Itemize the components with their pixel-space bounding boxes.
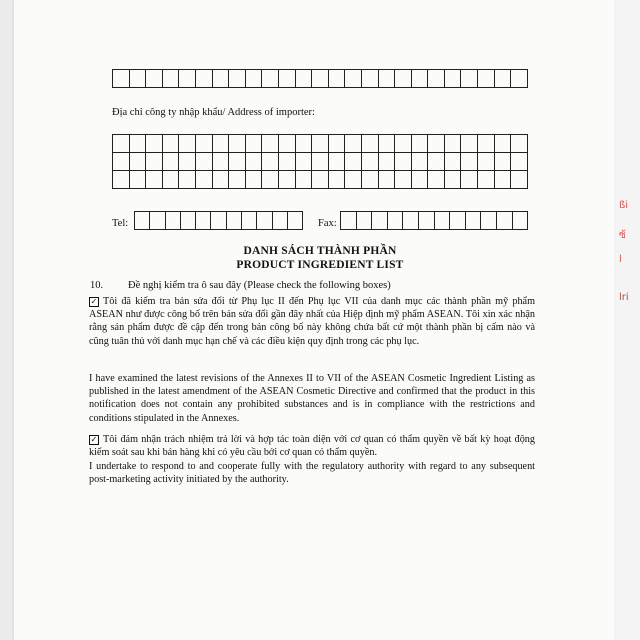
grid-cell[interactable] [379,70,396,88]
declaration-2-vietnamese [89,433,535,459]
grid-cell[interactable] [511,171,528,189]
grid-cell[interactable] [362,153,379,171]
grid-cell[interactable] [341,212,357,230]
fax-label: Fax: [318,218,337,229]
grid-cell[interactable] [412,171,429,189]
item-number: 10. [90,280,104,291]
grid-cell[interactable] [246,135,263,153]
heading-english: PRODUCT INGREDIENT LIST [236,259,404,271]
grid-cell[interactable] [428,171,445,189]
grid-cell[interactable] [113,70,130,88]
item-instruction: Đề nghị kiểm tra ô sau đây (Please check the following boxes) [128,280,391,291]
grid-cell[interactable] [246,70,263,88]
grid-cell[interactable] [296,135,313,153]
grid-cell[interactable] [179,135,196,153]
grid-cell[interactable] [329,135,346,153]
margin-mark: lri [619,292,629,303]
grid-cell[interactable] [296,70,313,88]
grid-cell[interactable] [213,153,230,171]
grid-cell[interactable] [495,135,512,153]
grid-cell[interactable] [166,212,181,230]
grid-cell[interactable] [345,135,362,153]
grid-cell[interactable] [163,70,180,88]
grid-cell[interactable] [196,70,213,88]
grid-cell[interactable] [478,153,495,171]
grid-cell[interactable] [196,153,213,171]
grid-cell[interactable] [478,171,495,189]
grid-cell[interactable] [163,135,180,153]
grid-cell[interactable] [357,212,373,230]
grid-cell[interactable] [196,212,211,230]
grid-cell[interactable] [403,212,419,230]
grid-cell[interactable] [495,171,512,189]
grid-cell[interactable] [495,153,512,171]
grid-cell[interactable] [229,135,246,153]
grid-cell[interactable] [279,153,296,171]
grid-cell[interactable] [229,171,246,189]
grid-cell[interactable] [150,212,165,230]
grid-cell[interactable] [312,153,329,171]
grid-cell[interactable] [279,171,296,189]
grid-cell[interactable] [146,135,163,153]
grid-cell[interactable] [146,171,163,189]
grid-cell[interactable] [196,135,213,153]
grid-cell[interactable] [445,135,462,153]
grid-cell[interactable] [428,70,445,88]
importer-address-label: Địa chỉ công ty nhập khẩu/ Address of importer: [112,107,315,118]
grid-cell[interactable] [279,70,296,88]
grid-cell[interactable] [372,212,388,230]
grid-cell[interactable] [395,135,412,153]
grid-cell[interactable] [395,70,412,88]
grid-cell[interactable] [113,153,130,171]
importer-address-grid[interactable] [112,134,528,189]
grid-cell[interactable] [146,153,163,171]
grid-cell[interactable] [179,171,196,189]
grid-cell[interactable] [379,153,396,171]
grid-cell[interactable] [262,153,279,171]
grid-cell[interactable] [511,70,528,88]
grid-cell[interactable] [379,135,396,153]
grid-cell[interactable] [511,153,528,171]
grid-cell[interactable] [196,171,213,189]
grid-cell[interactable] [461,135,478,153]
grid-cell[interactable] [329,70,346,88]
grid-cell[interactable] [130,153,147,171]
grid-cell[interactable] [388,212,404,230]
declaration-2-english: I undertake to respond to and cooperate fully with the regulatory authority with regard to any subsequent post-marketing activity initiated by the authority. [89,461,535,486]
grid-cell[interactable] [279,135,296,153]
grid-cell[interactable] [312,70,329,88]
grid-cell[interactable] [495,70,512,88]
grid-cell[interactable] [312,135,329,153]
grid-cell[interactable] [130,135,147,153]
grid-cell[interactable] [478,135,495,153]
importer-name-grid[interactable] [112,69,528,88]
grid-cell[interactable] [273,212,288,230]
adjacent-page-edge [614,0,640,640]
grid-cell[interactable] [262,70,279,88]
grid-cell[interactable] [262,171,279,189]
grid-cell[interactable] [478,70,495,88]
grid-cell[interactable] [345,153,362,171]
grid-cell[interactable] [362,171,379,189]
grid-cell[interactable] [179,70,196,88]
grid-cell[interactable] [227,212,242,230]
grid-cell[interactable] [345,70,362,88]
grid-cell[interactable] [163,153,180,171]
grid-cell[interactable] [130,70,147,88]
grid-cell[interactable] [379,171,396,189]
grid-cell[interactable] [461,171,478,189]
grid-cell[interactable] [435,212,451,230]
grid-cell[interactable] [395,153,412,171]
grid-cell[interactable] [179,153,196,171]
grid-cell[interactable] [296,171,313,189]
heading-vietnamese: DANH SÁCH THÀNH PHẦN [243,245,397,257]
grid-cell[interactable] [445,70,462,88]
tel-label: Tel: [112,218,129,229]
declaration-1-english: I have examined the latest revisions of the Annexes II to VII of the ASEAN Cosmetic Ingredient Listing as published in the latest amendment of the ASEAN Cosmetic Directive and confirmed that the product in this notification does not contain any prohibited substances and is in compliance with the restrictions and conditions stipulated in the Annexes. [89,373,535,424]
declaration-2-vn-text: Tôi đảm nhận trách nhiệm trả lời và hợp tác toàn diện với cơ quan có thẩm quyền về bất kỳ hoạt động kiểm soát sau khi bán hàng khi có yêu cầu bởi cơ quan có thẩm quyền. [89,434,535,459]
grid-cell[interactable] [412,70,429,88]
grid-cell[interactable] [345,171,362,189]
tel-grid[interactable] [134,211,303,230]
grid-cell[interactable] [135,212,150,230]
grid-cell[interactable] [312,171,329,189]
grid-cell[interactable] [445,153,462,171]
grid-cell[interactable] [329,153,346,171]
grid-cell[interactable] [113,171,130,189]
grid-cell[interactable] [246,171,263,189]
grid-cell[interactable] [419,212,435,230]
grid-cell[interactable] [362,70,379,88]
grid-cell[interactable] [288,212,303,230]
grid-cell[interactable] [466,212,482,230]
grid-cell[interactable] [113,135,130,153]
checked-box-icon[interactable]: ✓ [90,435,98,444]
declaration-1-vietnamese [89,295,535,348]
grid-cell[interactable] [481,212,497,230]
grid-cell[interactable] [428,135,445,153]
grid-cell[interactable] [246,153,263,171]
grid-cell[interactable] [329,171,346,189]
margin-mark: l [619,254,622,265]
grid-cell[interactable] [445,171,462,189]
grid-cell[interactable] [213,70,230,88]
grid-cell[interactable] [211,212,226,230]
grid-cell[interactable] [242,212,257,230]
grid-cell[interactable] [213,171,230,189]
fax-grid[interactable] [340,211,528,230]
grid-cell[interactable] [511,135,528,153]
grid-cell[interactable] [412,135,429,153]
grid-cell[interactable] [461,70,478,88]
grid-cell[interactable] [395,171,412,189]
grid-cell[interactable] [262,135,279,153]
grid-cell[interactable] [362,135,379,153]
grid-cell[interactable] [450,212,466,230]
grid-cell[interactable] [181,212,196,230]
margin-mark: ซ้ [619,230,626,241]
grid-cell[interactable] [163,171,180,189]
grid-cell[interactable] [146,70,163,88]
grid-cell[interactable] [229,70,246,88]
grid-cell[interactable] [513,212,529,230]
grid-cell[interactable] [497,212,513,230]
grid-cell[interactable] [461,153,478,171]
grid-cell[interactable] [412,153,429,171]
grid-cell[interactable] [428,153,445,171]
checked-box-icon[interactable]: ✓ [90,297,98,306]
margin-mark: ßi [619,200,629,211]
grid-cell[interactable] [229,153,246,171]
grid-cell[interactable] [296,153,313,171]
declaration-1-vn-text: Tôi đã kiểm tra bản sửa đổi từ Phụ lục II đến Phụ lục VII của danh mục các thành phần mỹ phẩm ASEAN như được công bố trên bản sửa đổi gần đây nhất của Hiệp định mỹ phẩm ASEAN. Tôi xin xác nhận rằng sản phẩm được đề cập đến trong bản công bố này không chứa bất cứ một thành phần bị cấm nào và cũng tuân thủ với danh mục hạn chế và các điều kiện quy định trong các phụ lục. [89,296,535,347]
grid-cell[interactable] [213,135,230,153]
grid-cell[interactable] [257,212,272,230]
grid-cell[interactable] [130,171,147,189]
